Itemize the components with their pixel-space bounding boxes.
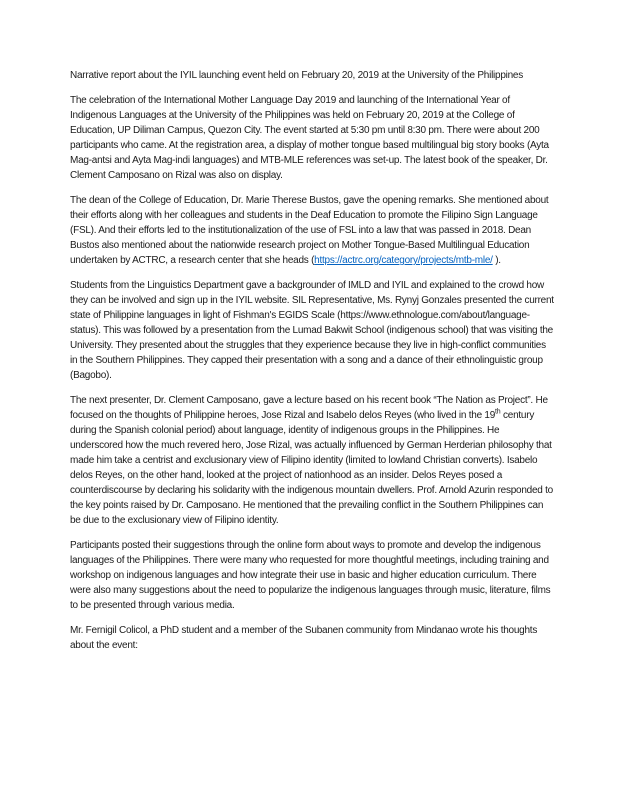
paragraph-text: The celebration of the International Mother Language Day 2019 and launching of the International Year of Indigenous Languages at the University of the Philippines was held on February 20, 2019 at the College of Education, UP Diliman Campus, Quezon City. The event started at 5:30 pm until 8:30 pm. There were about 200 participants who came. At the registration area, a display of mother tongue based multilingual big story books (Ayta Mag-antsi and Ayta Mag-indi languages) and MTB-MLE references was set-up. The latest book of the speaker, Dr. Clement Camposano on Rizal was also on display.	[70, 95, 549, 181]
paragraph-text: ).	[492, 255, 501, 266]
paragraph-camposano-lecture	[70, 393, 554, 528]
paragraph-text: The next presenter, Dr. Clement Camposano, gave a lecture based on his recent book “The Nation as Project”. He focused on the thoughts of Philippine heroes, Jose Rizal and Isabelo delos Reyes (who lived in the 19	[70, 395, 548, 421]
document-content	[70, 68, 554, 663]
paragraph-participant-suggestions	[70, 538, 554, 613]
paragraph-colicol-intro	[70, 623, 554, 653]
paragraph-linguistics-students	[70, 278, 554, 383]
actrc-link[interactable]: https://actrc.org/category/projects/mtb-mle/	[314, 255, 493, 266]
paragraph-text: Participants posted their suggestions through the online form about ways to promote and develop the indigenous languages of the Philippines. There were many who requested for more thoughtful meetings, including training and workshop on indigenous languages and how integrate their use in basic and higher education curriculum. There were also many suggestions about the need to popularize the indigenous languages through music, literature, films to be presented through various media.	[70, 540, 551, 611]
paragraph-dean-remarks	[70, 193, 554, 268]
paragraph-text: The dean of the College of Education, Dr. Marie Therese Bustos, gave the opening remarks. She mentioned about their efforts along with her colleagues and students in the Deaf Education to promote the Filipino Sign Language (FSL). And their efforts led to the institutionalization of the use of FSL into a law that was passed in 2018. Dean Bustos also mentioned about the nationwide research project on Mother Tongue-Based Multilingual Education undertaken by ACTRC, a research center that she heads (	[70, 195, 549, 266]
paragraph-text: Mr. Fernigil Colicol, a PhD student and a member of the Subanen community from Mindanao wrote his thoughts about the event:	[70, 625, 538, 651]
ordinal-superscript: th	[495, 408, 501, 416]
paragraph-text: century during the Spanish colonial period) about language, identity of indigenous groups in the Philippines. He underscored how the much revered hero, Jose Rizal, was actually influenced by German Herderian philosophy that made him take a centrist and exclusionary view of Filipino identity (limited to lowland Christian converts). Isabelo delos Reyes, on the other hand, looked at the project of nationhood as an insider. Delos Reyes posed a counterdiscourse by declaring his solidarity with the indigenous mountain dwellers. Prof. Arnold Azurin responded to the key points raised by Dr. Camposano. He mentioned that the prevailing conflict in the Southern Philippines can be due to the exclusionary view of Filipino identity.	[70, 410, 553, 526]
document-title-text: Narrative report about the IYIL launching event held on February 20, 2019 at the University of the Philippines	[70, 70, 523, 81]
document-title	[70, 68, 554, 83]
paragraph-celebration	[70, 93, 554, 183]
paragraph-text: Students from the Linguistics Department gave a backgrounder of IMLD and IYIL and explained to the crowd how they can be involved and sign up in the IYIL website. SIL Representative, Ms. Rynyj Gonzales presented the current state of Philippine languages in light of Fishman's EGIDS Scale (https://www.ethnologue.com/about/language-status). This was followed by a presentation from the Lumad Bakwit School (indigenous school) that was visiting the University. They presented about the struggles that they experience because they live in high-conflict communities in the Southern Philippines. They capped their presentation with a song and a dance of their ethnolinguistic group (Bagobo).	[70, 280, 554, 381]
